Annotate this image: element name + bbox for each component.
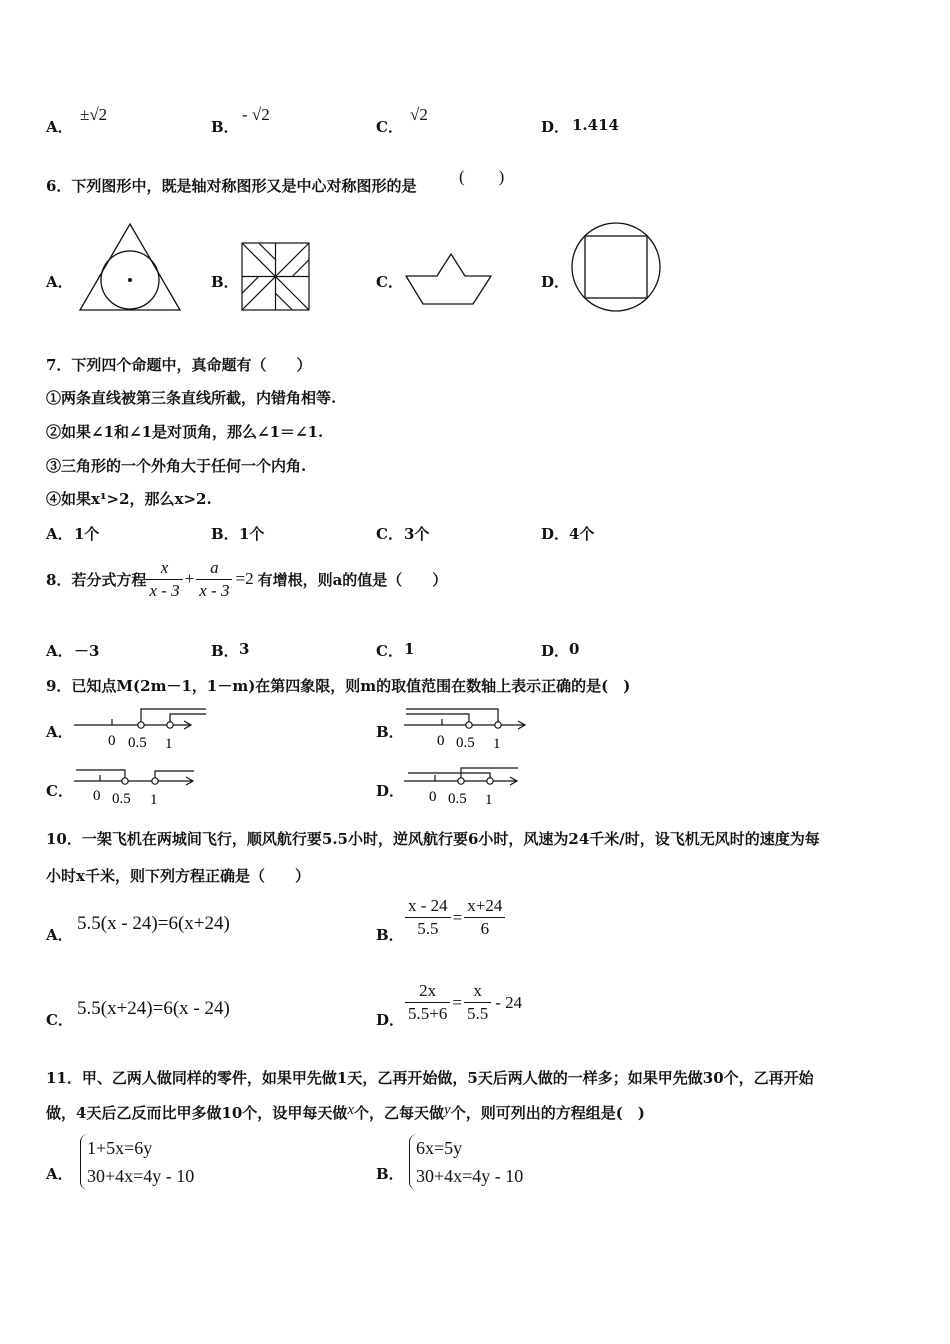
q5-option-b-label: B． (211, 118, 239, 136)
q9-number-line-c (72, 761, 202, 811)
q11-b-eq2: 30+4x=4y - 10 (416, 1166, 524, 1186)
q11-option-b-system (409, 1134, 523, 1190)
q10-b-num2: x+24 (464, 895, 505, 918)
tick-1: 1 (150, 792, 158, 808)
q5-option-d-value: 1.414 (572, 116, 619, 134)
q7-option-d-value: 4个 (569, 525, 595, 543)
q8-option-b-label: B． (211, 642, 239, 660)
q11-option-a-system (80, 1134, 194, 1190)
q5-option-a-value: ±√2 (80, 105, 108, 124)
q10-option-c-label: C． (46, 1011, 73, 1029)
q11-b-eq1: 6x=5y (416, 1138, 463, 1158)
q7-option-b-value: 1个 (239, 525, 265, 543)
q7-option-a-label: A． (46, 525, 73, 543)
q8-stem-pre: 8．若分式方程 (46, 570, 147, 589)
q8-option-c-value: 1 (404, 640, 415, 658)
q8-fraction-2 (196, 557, 232, 602)
tick-0: 0 (93, 788, 101, 804)
q5-option-b-value: - √2 (242, 105, 270, 124)
q7-item-3: ③三角形的一个外角大于任何一个内角. (46, 457, 307, 475)
q10-d-num2: x (464, 980, 491, 1003)
q9-option-b-label: B． (376, 723, 404, 741)
q8-f2-den: x - 3 (199, 580, 230, 600)
tick-0-5: 0.5 (128, 735, 147, 751)
q8-option-a-label: A． (46, 642, 73, 660)
pinwheel-figure (240, 241, 312, 313)
q8-option-a-value: －3 (74, 642, 100, 660)
q10-b-fraction-2 (464, 895, 505, 940)
q10-option-a-value: 5.5(x - 24)=6(x+24) (77, 913, 230, 934)
q6-paren: ( ) (459, 167, 505, 186)
q11-line-2-mid: 个，乙每天做 (354, 1104, 445, 1122)
q10-b-den1: 5.5 (417, 919, 439, 938)
paper-boat-figure (403, 252, 495, 308)
tick-0: 0 (437, 733, 445, 749)
q10-option-d-value (405, 980, 522, 1025)
q10-line-2: 小时x千米，则下列方程正确是（ ） (46, 867, 310, 885)
tick-0-5: 0.5 (456, 735, 475, 751)
q8-plus: + (184, 569, 195, 588)
q5-option-c-value: √2 (410, 105, 428, 124)
q10-option-a-label: A． (46, 926, 73, 944)
q11-line-1: 11．甲、乙两人做同样的零件，如果甲先做1天，乙再开始做，5天后两人做的一样多；如果甲先做30个，乙再开始 (46, 1069, 814, 1087)
q10-option-b-value (405, 895, 505, 940)
q7-stem: 7．下列四个命题中，真命题有（ ） (46, 356, 312, 374)
q8-stem-post: 有增根，则a的值是（ ） (257, 570, 448, 589)
tick-1: 1 (165, 736, 173, 752)
q11-a-eq2: 30+4x=4y - 10 (87, 1166, 195, 1186)
q9-option-a-label: A． (46, 723, 73, 741)
q8-eq: =2 (235, 569, 254, 588)
q8-option-d-label: D． (541, 642, 570, 660)
q10-d-num1: 2x (405, 980, 450, 1003)
tick-0: 0 (108, 733, 116, 749)
q10-d-tail: - 24 (495, 992, 523, 1012)
tick-0-5: 0.5 (448, 791, 467, 807)
q10-option-d-label: D． (376, 1011, 405, 1029)
q7-item-1: ①两条直线被第三条直线所截，内错角相等. (46, 389, 337, 407)
q9-number-line-a (72, 703, 212, 753)
square-in-circle-figure (569, 220, 663, 314)
q11-var-x: x (347, 1102, 354, 1118)
q10-b-num1: x - 24 (405, 895, 451, 918)
q10-d-fraction-1 (405, 980, 450, 1025)
q9-number-line-b (402, 703, 532, 753)
q10-d-den2: 5.5 (466, 1004, 489, 1023)
q7-option-a-value: 1个 (74, 525, 100, 543)
q9-number-line-d (402, 761, 532, 811)
q11-option-b-label: B． (376, 1165, 404, 1183)
q10-d-den1: 5.5+6 (408, 1004, 448, 1023)
q7-option-c-label: C． (376, 525, 403, 543)
tick-1: 1 (493, 736, 501, 752)
q10-b-fraction-1 (405, 895, 451, 940)
q11-a-eq1: 1+5x=6y (87, 1138, 153, 1158)
q8-stem-line (46, 554, 447, 604)
q11-option-a-label: A． (46, 1165, 73, 1183)
q8-f2-num: a (196, 557, 232, 580)
q9-option-d-label: D． (376, 782, 405, 800)
q5-option-d-label: D． (541, 118, 570, 136)
q11-line-2-post: 个，则可列出的方程组是( ) (450, 1104, 645, 1122)
q10-option-b-label: B． (376, 926, 404, 944)
tick-0: 0 (429, 789, 437, 805)
q6-option-d-label: D． (541, 273, 570, 291)
q5-option-c-label: C． (376, 118, 403, 136)
q6-option-b-label: B． (211, 273, 239, 291)
q6-option-c-label: C． (376, 273, 403, 291)
q7-item-2: ②如果∠1和∠1是对顶角，那么∠1＝∠1. (46, 423, 324, 441)
q10-b-den2: 6 (480, 919, 490, 938)
q6-stem: 6．下列图形中，既是轴对称图形又是中心对称图形的是 (46, 177, 417, 195)
q7-item-4: ④如果x¹>2，那么x>2. (46, 490, 212, 508)
tick-0-5: 0.5 (112, 791, 131, 807)
triangle-circle-figure (76, 222, 184, 314)
q10-d-fraction-2 (464, 980, 491, 1025)
tick-1: 1 (485, 792, 493, 808)
q10-b-eq: = (452, 907, 463, 927)
q10-line-1: 10．一架飞机在两城间飞行，顺风航行要5.5小时，逆风航行要6小时，风速为24千米/时，设飞机无风时的速度为每 (46, 830, 820, 848)
q8-f1-den: x - 3 (149, 580, 180, 600)
q7-option-d-label: D． (541, 525, 570, 543)
q8-option-b-value: 3 (239, 640, 250, 658)
q11-line-2 (46, 1102, 645, 1123)
q10-d-eq: = (452, 992, 462, 1012)
q7-option-b-label: B． (211, 525, 239, 543)
q8-option-c-label: C． (376, 642, 403, 660)
q6-option-a-label: A． (46, 273, 73, 291)
q5-option-a-label: A． (46, 118, 73, 136)
q10-option-c-value: 5.5(x+24)=6(x - 24) (77, 998, 230, 1019)
q8-fraction-1 (146, 557, 182, 602)
q11-var-y: y (444, 1102, 451, 1118)
q9-option-c-label: C． (46, 782, 73, 800)
q8-f1-num: x (146, 557, 182, 580)
q9-stem: 9．已知点M(2m－1，1－m)在第四象限，则m的取值范围在数轴上表示正确的是( ) (46, 677, 631, 695)
q11-line-2-pre: 做，4天后乙反而比甲多做10个，设甲每天做 (46, 1104, 348, 1122)
q7-option-c-value: 3个 (404, 525, 430, 543)
q8-option-d-value: 0 (569, 640, 580, 658)
